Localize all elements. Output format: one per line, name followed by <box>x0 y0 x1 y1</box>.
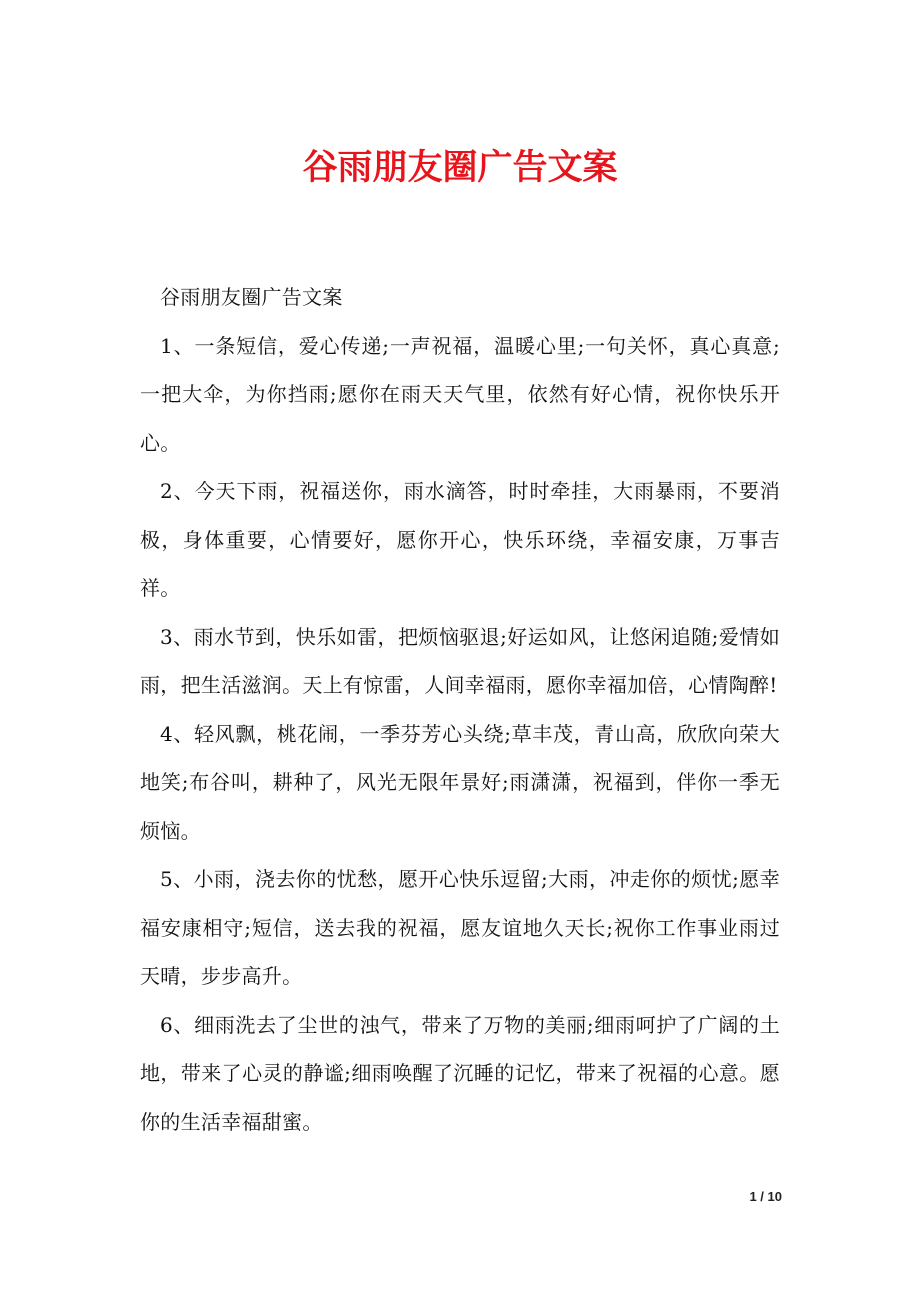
document-title: 谷雨朋友圈广告文案 <box>302 147 618 188</box>
paragraph-5: 5、小雨，浇去你的忧愁，愿开心快乐逗留;大雨，冲走你的烦忧;愿幸福安康相守;短信，送去我的祝福，愿友谊地久天长;祝你工作事业雨过天晴，步步高升。 <box>140 867 780 988</box>
paragraph-1: 1、一条短信，爱心传递;一声祝福，温暖心里;一句关怀，真心真意;一把大伞，为你挡雨;愿你在雨天天气里，依然有好心情，祝你快乐开心。 <box>140 333 780 455</box>
paragraph-subtitle: 谷雨朋友圈广告文案 <box>160 285 343 309</box>
paragraph-4: 4、轻风飘，桃花闹，一季芬芳心头绕;草丰茂，青山高，欣欣向荣大地笑;布谷叫，耕种了，风光无限年景好;雨潇潇，祝福到，伴你一季无烦恼。 <box>140 721 780 843</box>
paragraph-3: 3、雨水节到，快乐如雷，把烦恼驱退;好运如风，让悠闲追随;爱情如雨，把生活滋润。天上有惊雷，人间幸福雨，愿你幸福加倍，心情陶醉! <box>140 624 780 697</box>
page-number: 1 / 10 <box>749 1189 782 1204</box>
paragraph-6: 6、细雨洗去了尘世的浊气，带来了万物的美丽;细雨呵护了广阔的土地，带来了心灵的静谧;细雨唤醒了沉睡的记忆，带来了祝福的心意。愿你的生活幸福甜蜜。 <box>140 1012 780 1134</box>
paragraph-2: 2、今天下雨，祝福送你，雨水滴答，时时牵挂，大雨暴雨，不要消极，身体重要，心情要好，愿你开心，快乐环绕，幸福安康，万事吉祥。 <box>140 479 780 600</box>
document-body <box>140 273 780 1146</box>
